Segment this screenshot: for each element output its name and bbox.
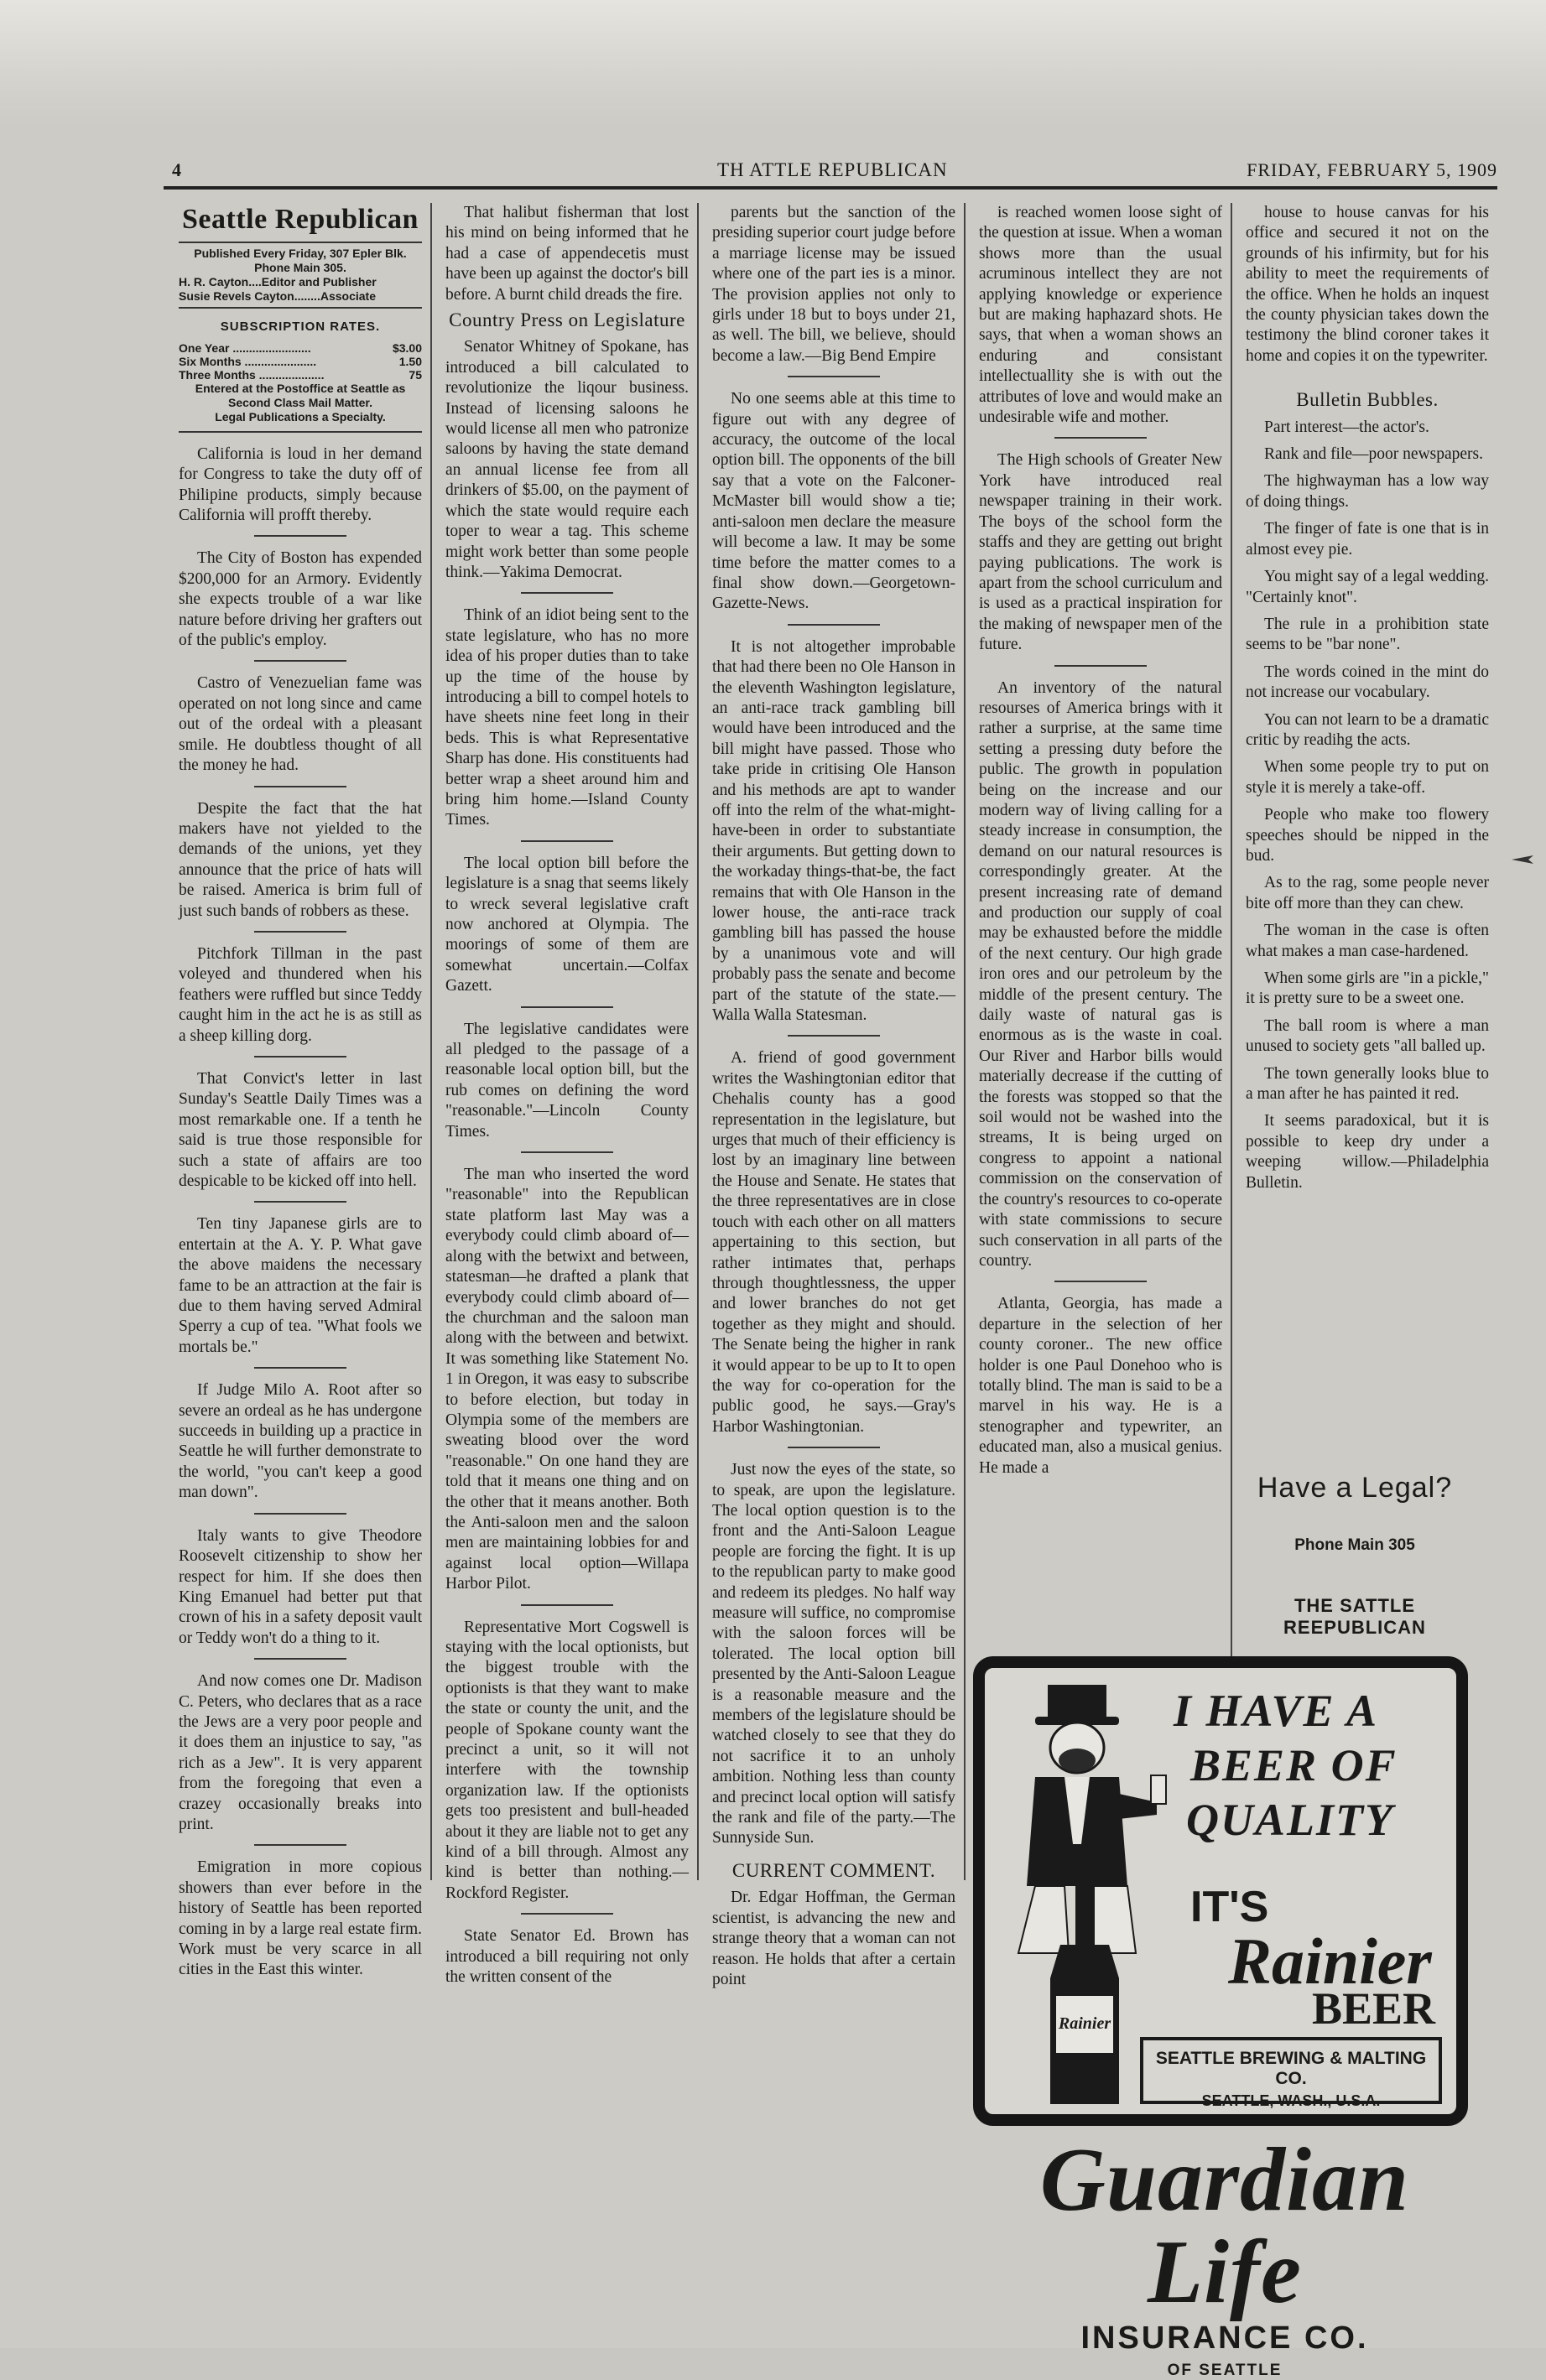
column-2 — [445, 203, 689, 1988]
bulletin-item: You might say of a legal wedding. "Certainly knot". — [1246, 568, 1489, 606]
separator — [521, 1006, 613, 1008]
masthead-published: Published Every Friday, 307 Epler Blk. — [194, 247, 407, 261]
rate-row — [179, 368, 422, 382]
column-5 — [1246, 203, 1489, 1200]
article-paragraph: The legislative candidates were all pledged to the passage of a reasonable local option bill, but the rub comes on defining the word "reasonable."—Lincoln County Times. — [445, 1020, 689, 1141]
torn-top-edge — [0, 0, 1546, 126]
article-paragraph: Just now the eyes of the state, so to speak, are upon the legislature. The local option question is to the front and the Anti-Saloon League people are forcing the fight. It is up to the republican party to make good and redeem its pledges. No half way measure will suffice, no compromise with the saloon forces will be tolerated. The local option bill presented by the Anti-Saloon League is a reasonable measure and the members of the legislature should be watched closely to see that they do not sacrifice it to an unholy ambition. Nothing less than county and precinct local option will satisfy the rank and file of the party.—The Sunnyside Sun. — [712, 1461, 955, 1847]
column-1 — [179, 203, 422, 1981]
bulletin-item: The highwayman has a low way of doing things. — [1246, 472, 1489, 511]
article-paragraph: The man who inserted the word "reasonable" into the Republican state platform last May was a everybody could climb aboard of—along with the betwixt and between, statesman—he drafted a plank that everybody could climb aboard of—the churchman and the saloon man along with the between and betwixt. It was something like Statement No. 1 in Oregon, it was easy to subscribe to before election, but today in Olympia some of the members are sweating blood over the word "reasonable." On one hand they are told that it means one thing and on the other that it means another. Both the Anti-saloon men and the saloon men are maintaining lobbies for and against local option—Willapa Harbor Pilot. — [445, 1166, 689, 1593]
article-paragraph: Emigration in more copious showers than ever before in the history of Seattle has been reported coming in by a large real estate firm. Work must be very scarce in all cities in the East this winter. — [179, 1858, 422, 1979]
article-paragraph: If Judge Milo A. Root after so severe an ordeal as he has undergone succeeds in building up a practice in Seattle he will further demonstrate to the world, "you can't keep a good man down". — [179, 1381, 422, 1502]
separator — [1054, 437, 1147, 439]
issue-date: FRIDAY, FEBRUARY 5, 1909 — [1247, 159, 1497, 180]
bulletin-item: As to the rag, some people never bite off more than they can chew. — [1246, 874, 1489, 912]
article-paragraph: Senator Whitney of Spokane, has introduced a bill calculated to revolutionize the liqour business. Instead of licensing saloons he would license all men who patronize saloons by having the state demand an annual license fee from all drinkers of $5.00, on the payment of which the state would require each toper to wear a tag. This scheme might work better than some people think.—Yakima Democrat. — [445, 338, 689, 581]
article-paragraph: Ten tiny Japanese girls are to entertain at the A. Y. P. What gave the above maidens the necessary fame to be an attraction at the fair is due to them having served Admiral Sperry a cup of tea. "What fools we mortals be." — [179, 1215, 422, 1356]
bulletin-bubbles-list — [1246, 418, 1489, 1193]
rates-heading: SUBSCRIPTION RATES. — [220, 320, 381, 335]
rate-row — [179, 341, 422, 355]
rate-row — [179, 355, 422, 368]
guardian-life-logo: Guardian Life — [1039, 2130, 1410, 2322]
article-paragraph: is reached women loose sight of the question at issue. When a woman shows more than the usual acruminous intellect they are not applying knowledge or experience but are making haphazard shots. He says, that when a woman shows an enduring and consistant intellectuallity she is with out the attributes of love and would make an undesirable wife and mother. — [979, 204, 1222, 427]
article-paragraph: No one seems able at this time to figure out with any degree of accuracy, the outcome of the local option bill. The opponents of the bill say that a vote on the Falconer-McMaster bill would show a tie; anti-saloon men declare the measure will become a law. It may be some time before the matter comes to a final show down.—Georgetown-Gazette-News. — [712, 390, 955, 613]
bulletin-item: You can not learn to be a dramatic critic by readihg the acts. — [1246, 710, 1489, 749]
separator — [1054, 1281, 1147, 1282]
bulletin-item: Part interest—the actor's. — [1264, 418, 1429, 436]
section-heading: CURRENT COMMENT. — [731, 1859, 936, 1881]
article-paragraph: State Senator Ed. Brown has introduced a bill requiring not only the written consent of the — [445, 1927, 689, 1987]
page-header — [164, 153, 1497, 186]
column-3 — [712, 203, 955, 1990]
bulletin-item: People who make too flowery speeches should be nipped in the bud. — [1246, 806, 1489, 865]
section-heading: Bulletin Bubbles. — [1296, 389, 1439, 411]
column-3-articles — [712, 203, 955, 1849]
beer-headline-line-1: I HAVE A — [1174, 1686, 1379, 1736]
article-paragraph: Think of an idiot being sent to the state legislature, who has no more idea of his proper duties than to take up the time of the house by introducing a bill to compel hotels to have sheets nine feet long in their beds. This is what Representative Sharp has done. His constituents had better wrap a sheet around him and bring him home.—Island County Times. — [445, 606, 689, 829]
paper-title: TH ATTLE REPUBLICAN — [717, 159, 948, 180]
article-paragraph: And now comes one Dr. Madison C. Peters, who declares that as a race the Jews are a very poor people and it does them an injustice to say, "as rich as a Jew". It is very apparent from the foregoing that even a crazey occasionally breaks into print. — [179, 1672, 422, 1833]
separator — [788, 1035, 880, 1037]
bulletin-item: When some girls are "in a pickle," it is pretty sure to be a sweet one. — [1246, 969, 1489, 1008]
brewery-box — [1140, 2037, 1442, 2109]
legal-publications: Legal Publications a Specialty. — [215, 409, 386, 424]
column-1-articles — [179, 444, 422, 1981]
separator — [254, 1513, 346, 1515]
bulletin-item: The rule in a prohibition state seems to be "bar none". — [1246, 615, 1489, 654]
bottle-label-text: Rainier — [1058, 2014, 1111, 2033]
article-paragraph: Castro of Venezuelian fame was operated on not long since and came out of the ordeal with a pleasant smile. He doubtless thought of all the money he had. — [179, 674, 422, 775]
separator — [254, 535, 346, 537]
entered-line: Entered at the Postoffice at Seattle as — [195, 381, 406, 395]
page-edge-mark — [1510, 847, 1535, 872]
separator — [254, 1658, 346, 1660]
column-4 — [979, 203, 1222, 1478]
column-rule — [964, 203, 966, 1880]
masthead-associate: Susie Revels Cayton........Associate — [179, 289, 376, 304]
guardian-life-advertisement — [973, 2130, 1476, 2379]
bulletin-item: The ball room is where a man unused to society gets "all balled up. — [1246, 1016, 1489, 1056]
separator — [254, 660, 346, 662]
beer-headline-line-3: QUALITY — [1186, 1795, 1394, 1845]
legal-ad-headline: Have a Legal? — [1257, 1472, 1453, 1504]
column-2-articles — [445, 337, 689, 1988]
article-paragraph: Despite the fact that the hat makers have not yielded to the demands of the unions, yet they announce that the price of hats will be raised. America is brim full of just such bands of robbers as these. — [179, 799, 422, 920]
rate-price: 1.50 — [398, 354, 422, 368]
separator — [788, 376, 880, 377]
article-paragraph: That halibut fisherman that lost his mind on being informed that he had a case of appendecetis must have been up against the doctor's bill before. A burnt child dreads the fire. — [445, 204, 689, 304]
bulletin-item: The finger of fate is one that is in almost evey pie. — [1246, 520, 1489, 559]
beer-its: IT'S — [1190, 1883, 1269, 1931]
separator — [254, 786, 346, 787]
masthead-rule — [179, 242, 422, 243]
article-paragraph: That Convict's letter in last Sunday's Seattle Daily Times was a most remarkable one. If a tenth he said is true those responsible for such a state of affairs are too despicable to be kicked off into hell. — [179, 1069, 422, 1190]
brewery-name: SEATTLE BREWING & MALTING CO. — [1155, 2049, 1427, 2088]
separator — [254, 1844, 346, 1846]
bulletin-item: The town generally looks blue to a man after he has painted it red. — [1246, 1064, 1489, 1104]
separator — [521, 1604, 613, 1606]
guardian-city: OF SEATTLE — [1167, 2362, 1283, 2379]
column-rule — [697, 203, 699, 1880]
separator — [254, 1201, 346, 1203]
bulletin-item: It seems paradoxical, but it is possible to keep dry under a weeping willow.—Philadelphia Bulletin. — [1246, 1112, 1489, 1192]
separator — [521, 592, 613, 594]
article-paragraph: house to house canvas for his office and secured it not on the grounds of his infirmity, but for his ability to meet the requirements of the office. When he holds an inquest the county physician takes down the testimony the blind coroner takes it home and copies it on the typewriter. — [1246, 204, 1489, 365]
rate-price: $3.00 — [392, 340, 422, 355]
article-paragraph: Italy wants to give Theodore Roosevelt citizenship to show her respect for him. If she does then King Emanuel had better put that crown of his in a safety deposit vault or Teddy won't do a thing to it. — [179, 1526, 422, 1647]
bulletin-item: The woman in the case is often what makes a man case-hardened. — [1246, 922, 1489, 960]
article-paragraph: The High schools of Greater New York have introduced real newspaper training in their work. The boys of the school form the staffs and they are getting out bright paying publications. The work is apart from the school curriculum and is used as a practical inspiration for the making of newspaper men of the future. — [979, 451, 1222, 654]
article-paragraph: Pitchfork Tillman in the past voleyed and thundered when his feathers were ruffled but since Teddy caught him in the act he is as still as a sheep killing dorg. — [179, 944, 422, 1045]
article-paragraph: Representative Mort Cogswell is staying with the local optionists, but the biggest trouble with the optionists is that they want to make the state or county the unit, and the people of Spokane county want the precinct a unit, so it will not interfere with the township organization law. If the optionists gets too presistent and bull-headed about it they are liable not to get any kind of a bill through. Almost any kind is better than nothing.—Rockford Register. — [445, 1618, 689, 1902]
separator — [788, 1447, 880, 1448]
bulletin-item: When some people try to put on style it is merely a take-off. — [1246, 758, 1489, 797]
beer-headline-line-2: BEER OF — [1190, 1740, 1398, 1790]
masthead-title: Seattle Republican — [182, 204, 419, 235]
separator — [521, 1151, 613, 1153]
article-paragraph: A. friend of good government writes the Washingtonian editor that Chehalis county has a good representation in the legislature, but urges that much of their efficiency is lost by an imaginary line between the House and Senate. He states that the three representatives are in close touch with each other on all matters appertaining to this section, but rather intimates that, perhaps through thoughtlessness, the upper and lower branches do not get together as they might and should. The Senate being the higher in rank it would appear to be up to It to open the way for co-operation for the public good, he says.—Gray's Harbor Washingtonian. — [712, 1049, 955, 1436]
separator — [521, 1913, 613, 1915]
separator — [254, 931, 346, 933]
entered-line-2: Second Class Mail Matter. — [228, 395, 372, 409]
bulletin-item: The words coined in the mint do not increase our vocabulary. — [1246, 663, 1489, 702]
page-number: 4 — [172, 159, 181, 180]
separator — [1054, 665, 1147, 667]
column-rule — [430, 203, 432, 1880]
rate-label: Six Months ...................... — [179, 354, 317, 368]
masthead-rule — [179, 307, 422, 309]
rate-price: 75 — [409, 367, 422, 382]
article-paragraph: Dr. Edgar Hoffman, the German scientist, is advancing the new and strange theory that a woman can not reason. He holds that after a certain point — [712, 1889, 955, 1988]
separator — [788, 624, 880, 626]
rainier-beer-advertisement — [973, 1656, 1468, 2126]
rate-label: One Year ........................ — [179, 340, 311, 355]
separator — [521, 840, 613, 842]
beer-brand: Rainier — [1228, 1925, 1432, 1998]
legal-ad-phone: Phone Main 305 — [1294, 1536, 1415, 1554]
guardian-insurance: INSURANCE CO. — [1080, 2320, 1369, 2356]
article-paragraph: An inventory of the natural resourses of America brings with it rather a surprise, at the same time setting a pressing duty before the public. The growth in population being on the increase and our modern way of living calling for a steady increase in consumption, the demand on our natural resources is correspondingly greater. At the present increasing rate of demand and production our supply of coal may be exhausted before the middle of the next century. Our high grade iron ores and our petroleum by the middle of the present century. The daily waste of natural gas is enormous as is the waste in coal. Our River and Harbor bills would materially decrease if the cutting of the forests was stopped so that the soil would not be washed into the streams, It is being urged on congress to appoint a national commission on the conservation of the country's resources to co-operate with state commissions to secure such conservation in all parts of the country. — [979, 678, 1222, 1270]
column-4-articles — [979, 203, 1222, 1478]
rate-label: Three Months .................... — [179, 367, 325, 382]
article-paragraph: It is not altogether improbable that had there been no Ole Hanson in the eleventh Washington legislature, an anti-race track gambling bill would have been introduced and the bill might have passed. Those who take pride in critising Ole Hanson and his methods are apt to wander off into the relm of the what-might-have-been in order to substantiate their arguments. But getting down to the workaday things-that-be, the fact remains that with Ole Hanson in the lower house, the anti-race track gambling bill has passed the house by a unanimous vote and will probably pass the senate and become part of the statute of the state.—Walla Walla Statesman. — [712, 637, 955, 1025]
section-heading: Country Press on Legislature — [449, 309, 685, 331]
beer-word: BEER — [1312, 1983, 1436, 2034]
separator — [254, 1056, 346, 1057]
article-paragraph: The local option bill before the legislature is a snag that seems likely to wreck several legislative craft now anchored at Olympia. The moorings of some of them are somewhat uncertain.—Colfax Gazett. — [445, 854, 689, 995]
bulletin-item: Rank and file—poor newspapers. — [1264, 445, 1484, 464]
article-paragraph: Atlanta, Georgia, has made a departure in the selection of her county coroner.. The new office holder is one Paul Donehoo who is totally blind. The man is said to be a marvel in his way. He is a stenographer and typewriter, an educated man, also a musical genius. He made a — [979, 1295, 1222, 1477]
article-paragraph: parents but the sanction of the presiding superior court judge before a marriage license may be issued where one of the part ies is a minor. The provision applies not only to girls under 18 but to boys under 21, as well. The bill, we believe, should become a law.—Big Bend Empire — [712, 204, 955, 365]
brewery-city: SEATTLE, WASH., U.S.A. — [1201, 2092, 1381, 2109]
legal-advertisement — [1221, 1447, 1489, 1652]
legal-ad-paper: THE SATTLE REEPUBLICAN — [1283, 1595, 1426, 1638]
separator — [254, 1367, 346, 1369]
masthead-rule — [179, 431, 422, 433]
header-rule — [164, 186, 1497, 190]
masthead-editor: H. R. Cayton....Editor and Publisher — [179, 275, 377, 289]
article-paragraph: California is loud in her demand for Congress to take the duty off of Philipine products, simply because California will profft thereby. — [179, 444, 422, 525]
article-paragraph: The City of Boston has expended $200,000 for an Armory. Evidently she expects trouble of a war like nature before driving her grafters out of the public's employ. — [179, 549, 422, 650]
newspaper-page — [164, 143, 1497, 2379]
masthead-phone: Phone Main 305. — [254, 261, 346, 275]
